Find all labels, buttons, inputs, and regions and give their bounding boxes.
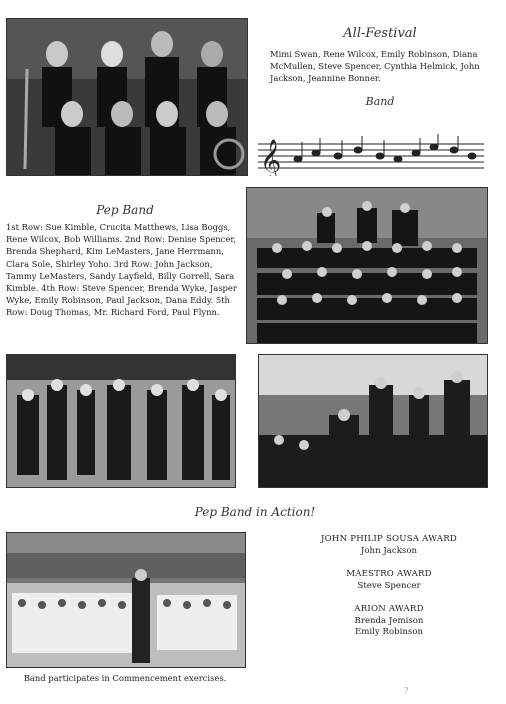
all-festival-names: Mimi Swan, Rene Wilcox, Emily Robinson, Diana McMullen, Steve Spencer, Cynthia Helmick, John Jackson, Jeannine Bonner. [270, 49, 480, 84]
pep-band-heading: Pep Band [96, 203, 154, 217]
all-festival-photo [6, 18, 248, 176]
pep-band-action-photo-right [258, 354, 488, 488]
award-title: ARION AWARD [354, 604, 424, 614]
arion-award [304, 604, 474, 639]
award-title: MAESTRO AWARD [346, 569, 432, 579]
pep-band-photo [246, 187, 488, 344]
award-recipients: Brenda Jemison Emily Robinson [354, 615, 424, 637]
pep-band-names: 1st Row: Sue Kimble, Crucita Matthews, Lisa Boggs, Rene Wilcox, Bob Williams. 2nd Row: Denise Spencer, Brenda Shephard, Kim LeMasters, Jane Herrmann, Clara Sole, Shirley Yoho. 3rd Row: John Jackson, Tammy LeMasters, Sandy Layfield, Billy Gorrell, Sara Kimble. 4th Row: Steve Spencer, Brenda Wyke, Jasper Wyke, Emily Robinson, Paul Jackson, Dana Eddy. 5th Row: Doug Thomas, Mr. Richard Ford, Paul Flynn. [6, 222, 237, 318]
svg-text:𝄞: 𝄞 [260, 140, 282, 176]
music-staff-icon [258, 132, 484, 176]
sousa-award [304, 534, 474, 557]
pep-band-action-photo-left [6, 354, 236, 488]
award-recipient: John Jackson [360, 545, 418, 556]
pep-band-in-action-heading: Pep Band in Action! [194, 505, 316, 519]
commencement-caption: Band participates in Commencement exercises. [23, 673, 227, 683]
award-recipient: Steve Spencer [357, 580, 421, 591]
award-title: JOHN PHILIP SOUSA AWARD [321, 534, 457, 544]
all-festival-heading: All-Festival [343, 26, 417, 41]
commencement-photo [6, 532, 246, 668]
band-heading: Band [365, 95, 395, 108]
page-number: ? [404, 686, 409, 695]
maestro-award [304, 569, 474, 592]
